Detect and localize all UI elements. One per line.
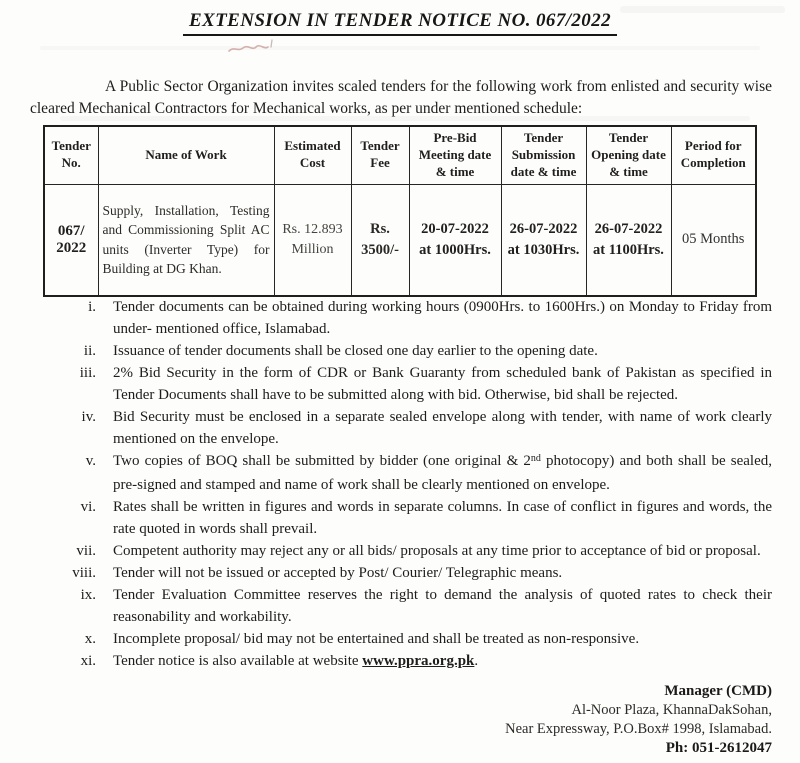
- term-number: i.: [88, 299, 96, 315]
- term-text: 2% Bid Security in the form of CDR or Bank Guaranty from scheduled bank of Pakistan as specified in Tender Documents shall have to be submitted along with bid. Otherwise, bid shall be rejected.: [113, 365, 772, 403]
- term-number: v.: [85, 453, 96, 469]
- term-item-ix: [30, 584, 772, 628]
- term-text: Competent authority may reject any or all bids/ proposals at any time prior to acceptance of bid or proposal.: [113, 543, 761, 559]
- header-tender-no: Tender No.: [44, 126, 98, 184]
- term-text: Incomplete proposal/ bid may not be entertained and shall be treated as non-responsive.: [113, 631, 640, 647]
- header-submission: Tender Submission date & time: [501, 126, 586, 184]
- term-item-x: [30, 628, 772, 650]
- term-text: Bid Security must be enclosed in a separate sealed envelope along with tender, with name of work clearly mentioned on the envelope.: [113, 409, 772, 447]
- term-item-iv: [30, 406, 772, 450]
- term-text-post: photocopy) and both shall be sealed, pre-signed and stamped and name of work shall be clearly mentioned on envelope.: [113, 453, 772, 493]
- cell-submission: 26-07-2022 at 1030Hrs.: [501, 184, 586, 296]
- ppra-website-link: www.ppra.org.pk: [362, 653, 475, 669]
- address-line-1: Al-Noor Plaza, KhannaDakSohan,: [571, 702, 772, 718]
- phone-number: Ph: 051-2612047: [665, 740, 772, 756]
- cell-opening: 26-07-2022 at 1100Hrs.: [586, 184, 671, 296]
- scan-noise-streak: [40, 46, 760, 50]
- red-scribble-mark: [225, 38, 287, 56]
- term-text: Rates shall be written in figures and words in separate columns. In case of conflict in figures and words, the rate quoted in words shall prevail.: [113, 499, 772, 537]
- term-text: Tender will not be issued or accepted by Post/ Courier/ Telegraphic means.: [113, 565, 563, 581]
- term-item-vi: [30, 496, 772, 540]
- term-item-xi: [30, 650, 772, 672]
- term-text: Issuance of tender documents shall be closed one day earlier to the opening date.: [113, 343, 598, 359]
- term-text: [113, 650, 772, 672]
- term-number: xi.: [80, 653, 96, 669]
- cell-completion-period: 05 Months: [671, 184, 756, 296]
- term-number: ii.: [83, 343, 96, 359]
- term-item-viii: [30, 562, 772, 584]
- term-text: Tender documents can be obtained during working hours (0900Hrs. to 1600Hrs.) on Monday to Friday from under- mentioned office, Islamabad.: [113, 299, 772, 337]
- term-number: ix.: [80, 587, 96, 603]
- term-text-pre: Tender notice is also available at website: [113, 653, 363, 669]
- term-text: Tender Evaluation Committee reserves the right to demand the analysis of quoted rates to check their reasonability and workability.: [113, 587, 772, 625]
- term-item-i: [30, 296, 772, 340]
- term-number: viii.: [72, 565, 96, 581]
- header-opening: Tender Opening date & time: [586, 126, 671, 184]
- tender-table: [43, 125, 757, 297]
- term-text: [113, 450, 772, 496]
- term-item-iii: [30, 362, 772, 406]
- intro-paragraph: A Public Sector Organization invites scaled tenders for the following work from enlisted and security wise cleared Mechanical Contractors for Mechanical works, as per under mentioned schedule:: [30, 77, 772, 117]
- header-name-of-work: Name of Work: [98, 126, 274, 184]
- cell-tender-no: 067/ 2022: [44, 184, 98, 296]
- table-header-row: [44, 126, 756, 184]
- terms-list: [30, 296, 772, 672]
- cell-tender-fee: Rs. 3500/-: [351, 184, 409, 296]
- signatory-title: Manager (CMD): [664, 683, 772, 699]
- header-tender-fee: Tender Fee: [351, 126, 409, 184]
- term-text-pre: Two copies of BOQ shall be submitted by bidder (one original & 2: [113, 453, 531, 469]
- header-prebid-meeting: Pre-Bid Meeting date & time: [409, 126, 501, 184]
- page-title: EXTENSION IN TENDER NOTICE NO. 067/2022: [183, 10, 617, 36]
- cell-estimated-cost: Rs. 12.893 Million: [274, 184, 351, 296]
- term-number: x.: [84, 631, 96, 647]
- header-completion: Period for Completion: [671, 126, 756, 184]
- term-number: vii.: [76, 543, 96, 559]
- table-row: [44, 184, 756, 296]
- ordinal-superscript: nd: [530, 453, 541, 464]
- address-line-2: Near Expressway, P.O.Box# 1998, Islamabad.: [505, 721, 772, 737]
- signature-block: [292, 682, 772, 758]
- term-item-v: [30, 450, 772, 496]
- term-number: iii.: [79, 365, 96, 381]
- cell-prebid-meeting: 20-07-2022 at 1000Hrs.: [409, 184, 501, 296]
- header-estimated-cost: Estimated Cost: [274, 126, 351, 184]
- cell-name-of-work: Supply, Installation, Testing and Commissioning Split AC units (Inverter Type) for Building at DG Khan.: [98, 184, 274, 296]
- term-text-post: .: [474, 653, 479, 669]
- term-item-ii: [30, 340, 772, 362]
- term-number: iv.: [81, 409, 96, 425]
- term-item-vii: [30, 540, 772, 562]
- term-number: vi.: [80, 499, 96, 515]
